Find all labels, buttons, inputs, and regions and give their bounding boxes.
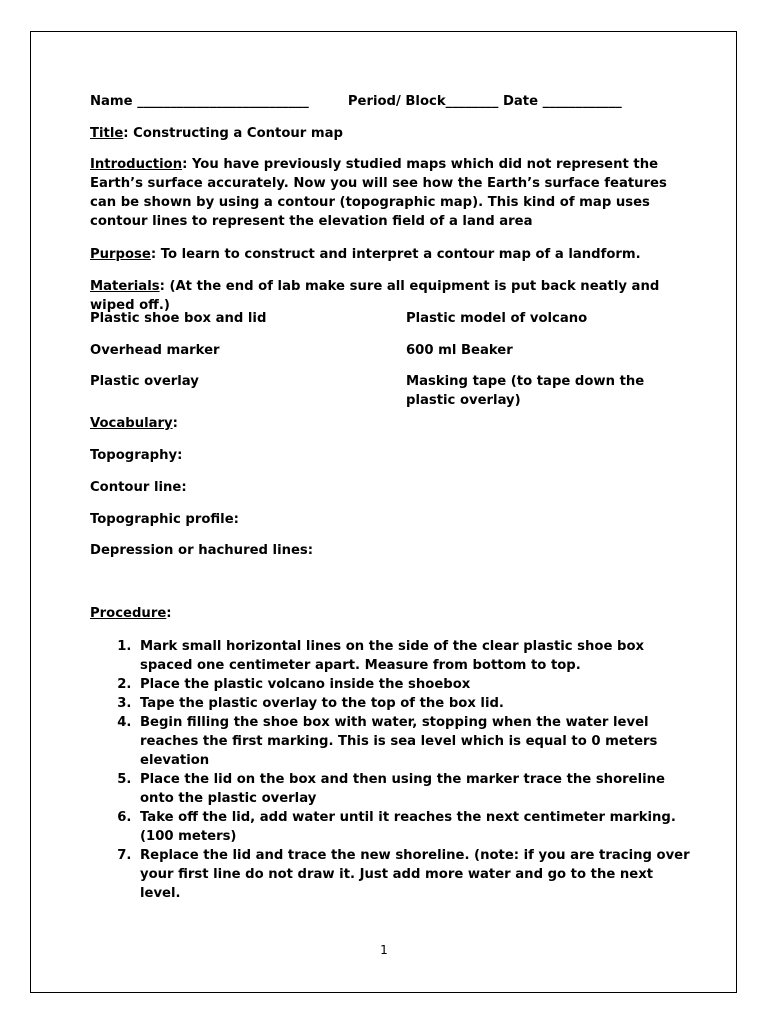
material-item: Plastic shoe box and lid [90,311,267,326]
materials-label: Materials [90,279,160,294]
introduction-text: : You have previously studied maps which did not represent the Earth’s surface accurately. Now you will see how the Earth’s surface features can be shown by using a contour (topographic map). This kind of map uses contour lines to represent the elevation field of a land area [90,157,667,229]
material-item: Masking tape (to tape down the plastic overlay) [406,374,645,408]
vocabulary-heading [90,414,178,433]
title-line [90,124,343,143]
vocabulary-term: Topographic profile: [90,512,239,527]
date-blank: ____________ [542,94,622,109]
vocabulary-term: Depression or hachured lines: [90,543,314,558]
vocabulary-term: Contour line: [90,480,187,495]
date-label: Date [502,94,539,109]
material-item: 600 ml Beaker [406,343,513,358]
material-item: Plastic model of volcano [406,311,588,326]
procedure-step: 5. Place the lid on the box and then using the marker trace the shoreline onto the plastic overlay [136,770,696,808]
procedure-heading [90,604,172,623]
material-item: Overhead marker [90,343,220,358]
page-number: 1 [380,943,388,957]
procedure-step: 7. Replace the lid and trace the new shoreline. (note: if you are tracing over your first line do not draw it. Just add more water and go to the next level. [136,846,696,903]
procedure-step: 2. Place the plastic volcano inside the shoebox [136,675,696,694]
period-block-label: Period/ Block________ [347,94,499,109]
introduction-paragraph [90,155,680,231]
material-item: Plastic overlay [90,374,199,389]
title-label: Title [90,126,124,141]
procedure-label: Procedure [90,606,167,621]
name-label: Name [90,94,133,109]
introduction-label: Introduction [90,157,183,172]
purpose-label: Purpose [90,247,151,262]
vocabulary-label: Vocabulary [90,416,173,431]
purpose-line [90,245,641,264]
name-blank: __________________________ [137,94,309,109]
vocabulary-colon: : [172,416,178,431]
title-text: : Constructing a Contour map [123,126,343,141]
procedure-step: 6. Take off the lid, add water until it reaches the next centimeter marking. (100 meters) [136,808,696,846]
procedure-step: 4. Begin filling the shoe box with water, stopping when the water level reaches the first marking. This is sea level which is equal to 0 meters elevation [136,713,696,770]
vocabulary-term: Topography: [90,448,183,463]
materials-text: : (At the end of lab make sure all equipment is put back neatly and wiped off.) [90,279,660,313]
header-line [90,92,622,111]
procedure-steps [90,637,696,903]
procedure-step: 1. Mark small horizontal lines on the side of the clear plastic shoe box spaced one centimeter apart. Measure from bottom to top. [136,637,696,675]
purpose-text: : To learn to construct and interpret a contour map of a landform. [150,247,641,262]
procedure-colon: : [166,606,172,621]
procedure-step: 3. Tape the plastic overlay to the top of the box lid. [136,694,696,713]
